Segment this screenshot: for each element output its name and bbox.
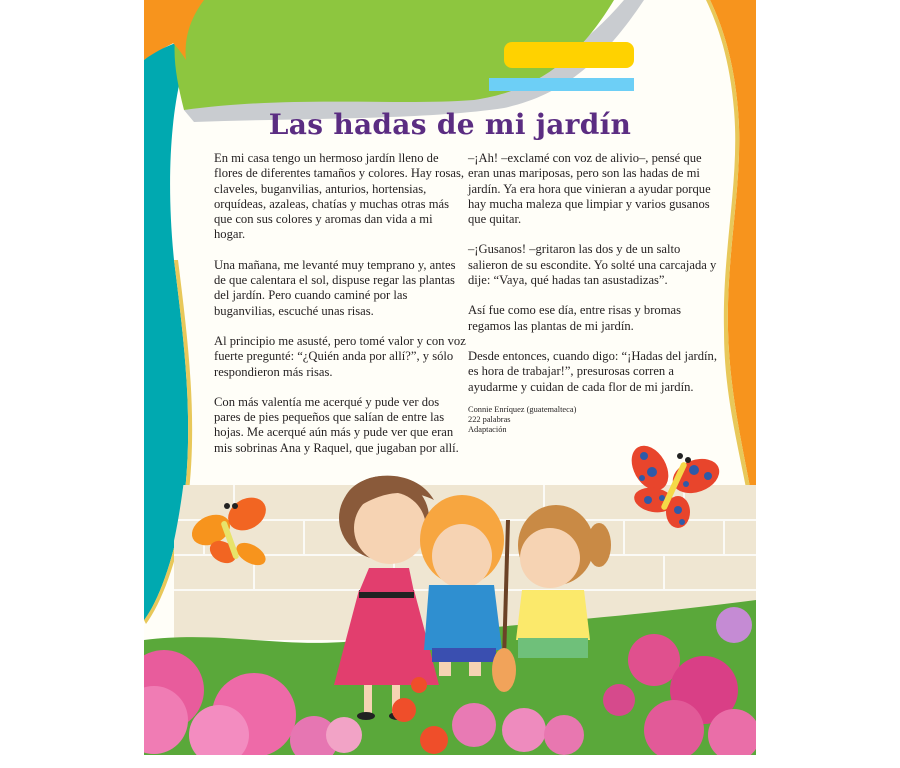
paragraph: En mi casa tengo un hermoso jardín lleno de flores de diferentes tamaños y colores. Hay rosas, claveles, buganvilias, anturios, hortensias, orquídeas, azaleas, chatías y muchas otras más que con sus colores y aromas dan vida a mi hogar. <box>214 151 465 242</box>
blue-bar <box>489 78 634 91</box>
paragraph: Así fue como ese día, entre risas y bromas regamos las plantas de mi jardín. <box>468 303 681 333</box>
paragraph: Desde entonces, cuando digo: “¡Hadas del jardín, es hora de trabajar!”, presurosas corren a ayudarme y cuidan de cada flor de mi jardín. <box>468 348 717 394</box>
left-text-column <box>214 151 466 471</box>
word-count: 222 palabras <box>468 414 511 424</box>
yellow-bar <box>504 42 634 68</box>
right-text-column <box>468 151 720 435</box>
author-credit: Connie Enríquez (guatemalteca) <box>468 404 577 414</box>
story-title: Las hadas de mi jardín <box>268 108 632 141</box>
paragraph: Al principio me asusté, pero tomé valor y con voz fuerte pregunté: “¿Quién anda por allí?”, y sólo respondieron más risas. <box>214 333 466 379</box>
paragraph: –¡Ah! –exclamé con voz de alivio–, pensé que eran unas mariposas, pero son las hadas de mi jardín. Ya era hora que vinieran a ayudar porque hay mucha maleza que limpiar y varios gusanos que quitar. <box>468 151 711 227</box>
paragraph: Con más valentía me acerqué y pude ver dos pares de pies pequeños que salían de entre las hojas. Me acerqué aún más y pude ver que eran mis sobrinas Ana y Raquel, que jugaban por allí. <box>214 394 459 455</box>
adaptation-note: Adaptación <box>468 424 507 434</box>
paragraph: Una mañana, me levanté muy temprano y, antes de que calentara el sol, dispuse regar las plantas del jardín. Pero cuando caminé por las buganvilias, escuché unas risas. <box>214 257 456 318</box>
girl-blue-shirt-illustration <box>420 495 504 676</box>
paragraph: –¡Gusanos! –gritaron las dos y de un salto salieron de su escondite. Yo solté una carcajada y dije: “Vaya, qué hadas tan asustadizas”. <box>468 242 717 288</box>
story-page <box>144 0 756 755</box>
credits <box>468 405 720 435</box>
